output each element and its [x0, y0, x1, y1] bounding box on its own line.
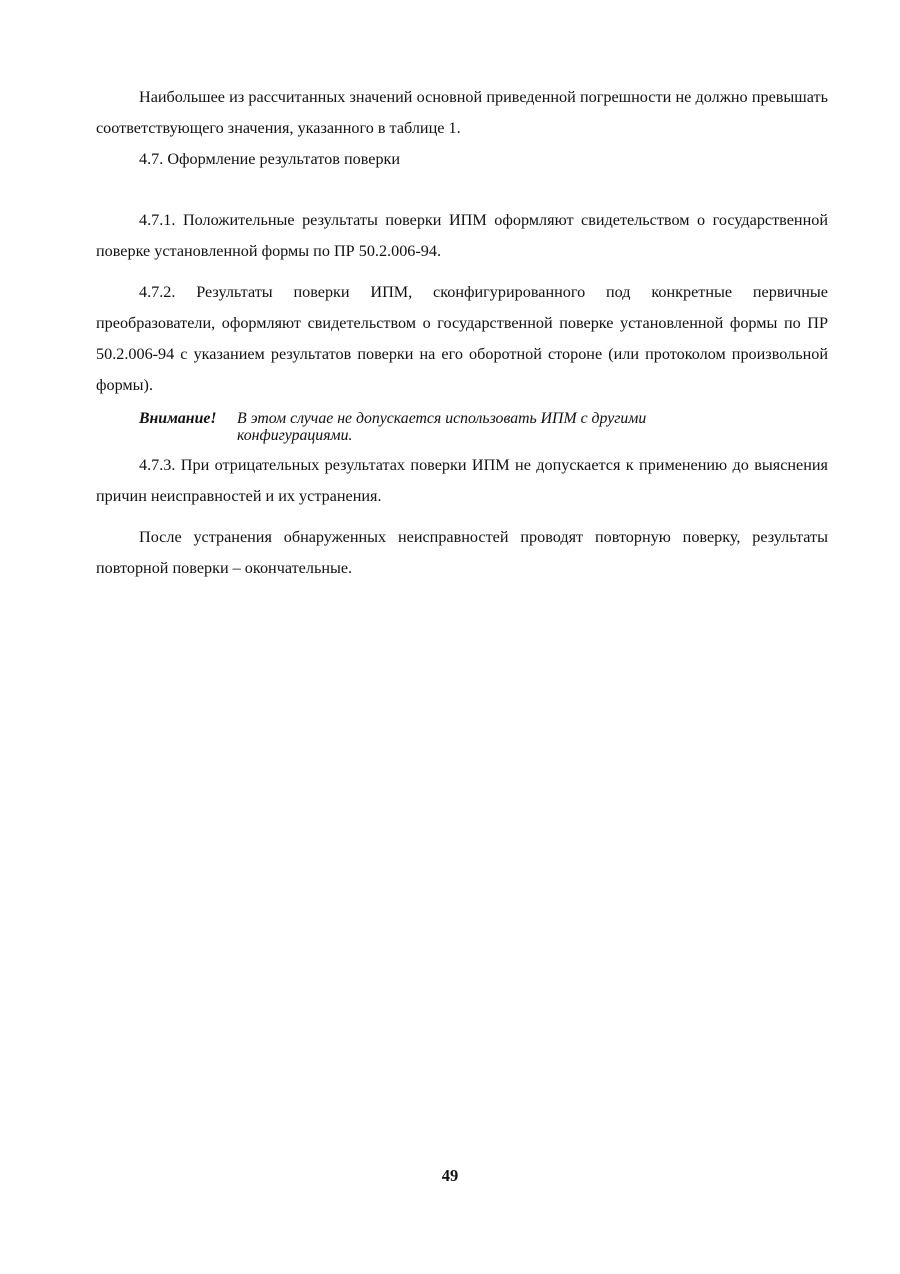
warning-text: В этом случае не допускается использовать ИПМ с другими конфигурациями. [237, 410, 647, 444]
document-body [96, 82, 828, 584]
paragraph-4-7-1: 4.7.1. Положительные результаты поверки ИПМ оформляют свидетельством о государственной поверке установленной формы по ПР 50.2.006-94. [96, 211, 828, 260]
paragraph-4-7-3: 4.7.3. При отрицательных результатах поверки ИПМ не допускается к применению до выяснения причин неисправностей и их устранения. [96, 456, 828, 505]
warning-note [96, 410, 828, 444]
warning-label: Внимание! [139, 410, 217, 427]
paragraph-repeat-verification: После устранения обнаруженных неисправностей проводят повторную поверку, результаты повторной поверки – окончательные. [96, 528, 828, 577]
paragraph-4-7-2: 4.7.2. Результаты поверки ИПМ, сконфигурированного под конкретные первичные преобразователи, оформляют свидетельством о государственной поверке установленной формы по ПР 50.2.006-94 с указанием результатов поверки на его оборотной стороне (или протоколом произвольной формы). [96, 283, 828, 394]
section-heading-4-7: 4.7. Оформление результатов поверки [139, 150, 401, 168]
page-number: 49 [441, 1166, 459, 1185]
paragraph-max-error: Наибольшее из рассчитанных значений основной приведенной погрешности не должно превышать соответствующего значения, указанного в таблице 1. [96, 88, 828, 137]
